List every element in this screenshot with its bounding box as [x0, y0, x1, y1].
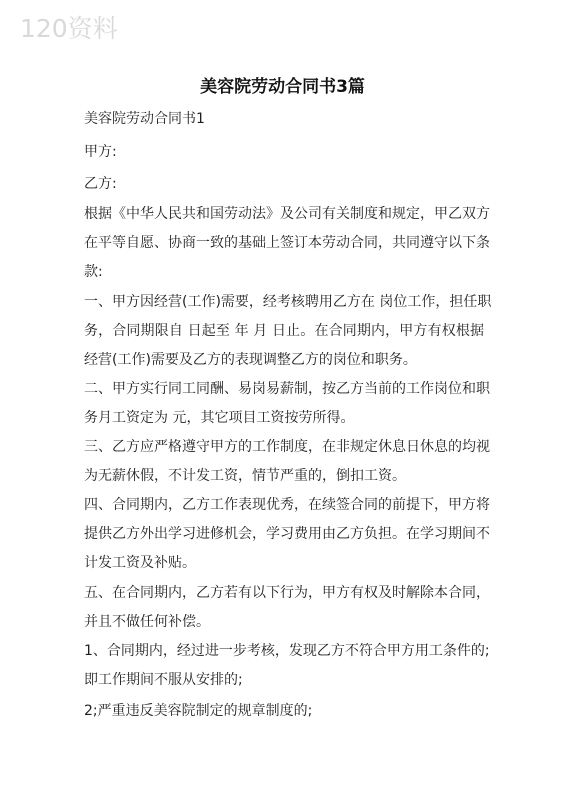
paragraph-line: 即工作期间不服从安排的; — [84, 672, 243, 688]
paragraph-line: 为无薪休假，不计发工资，情节严重的，倒扣工资。 — [84, 468, 406, 484]
paragraph-line: 2;严重违反美容院制定的规章制度的; — [84, 703, 313, 719]
paragraph-line: 一、甲方因经营(工作)需要，经考核聘用乙方在 岗位工作，担任职 — [84, 294, 492, 310]
party-b-text: 乙方: — [84, 176, 117, 192]
paragraph-line: 五、在合同期内，乙方若有以下行为，甲方有权及时解除本合同， — [84, 585, 490, 601]
paragraph-item-1 — [84, 637, 490, 695]
paragraph-line: 经营(工作)需要及乙方的表现调整乙方的岗位和职务。 — [84, 352, 417, 368]
paragraph-line: 并且不做任何补偿。 — [84, 614, 210, 630]
paragraph-line: 三、乙方应严格遵守甲方的工作制度，在非规定休息日休息的均视 — [84, 439, 490, 455]
paragraph-line: 根据《中华人民共和国劳动法》及公司有关制度和规定，甲乙双方 — [84, 206, 490, 222]
party-a-text: 甲方: — [84, 144, 117, 160]
paragraph-line: 款: — [84, 264, 103, 280]
paragraph-clause-4 — [84, 491, 490, 578]
paragraph-line: 务月工资定为 元，其它项目工资按劳所得。 — [84, 410, 355, 426]
paragraph-line: 计发工资及补贴。 — [84, 555, 196, 571]
paragraph-line: 二、甲方实行同工同酬、易岗易薪制，按乙方当前的工作岗位和职 — [84, 381, 490, 397]
paragraph-item-2 — [84, 697, 484, 726]
party-b-label — [84, 170, 484, 199]
paragraph-line: 四、合同期内，乙方工作表现优秀，在续签合同的前提下，甲方将 — [84, 497, 490, 513]
paragraph-clause-5 — [84, 579, 490, 637]
paragraph-clause-2 — [84, 375, 490, 433]
paragraph-line: 务，合同期限自 日起至 年 月 日止。在合同期内，甲方有权根据 — [84, 323, 484, 339]
contract-heading — [84, 105, 484, 134]
paragraph-line: 在平等自愿、协商一致的基础上签订本劳动合同，共同遵守以下条 — [84, 235, 490, 251]
contract-heading-text: 美容院劳动合同书1 — [84, 111, 205, 127]
paragraph-line: 提供乙方外出学习进修机会，学习费用由乙方负担。在学习期间不 — [84, 526, 490, 542]
paragraph-line: 1、合同期内，经过进一步考核，发现乙方不符合甲方用工条件的; — [84, 643, 490, 659]
party-a-label — [84, 138, 484, 167]
paragraph-intro — [84, 200, 490, 287]
paragraph-clause-3 — [84, 433, 490, 491]
document-title: 美容院劳动合同书3篇 — [200, 77, 365, 97]
watermark: 120资料 — [20, 14, 118, 43]
paragraph-clause-1 — [84, 288, 492, 375]
